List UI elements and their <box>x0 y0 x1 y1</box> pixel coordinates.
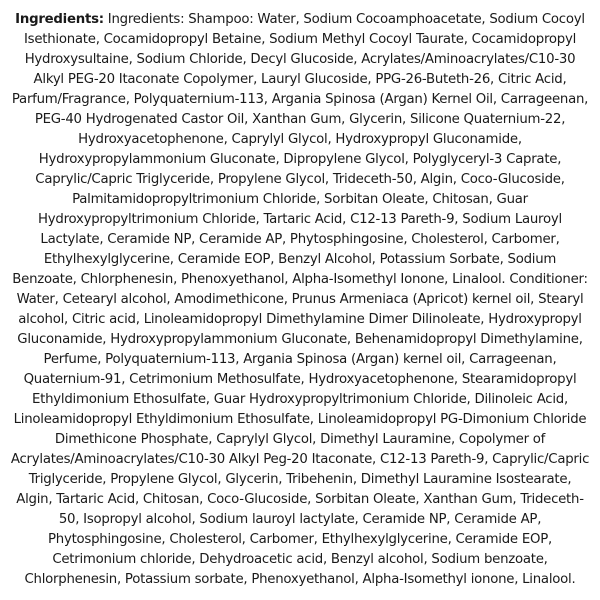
ingredients-list: Ingredients: Shampoo: Water, Sodium Cocoamphoacetate, Sodium Cocoyl Isethionate, Cocamidopropyl Betaine, Sodium Methyl Cocoyl Taurate, Cocamidopropyl Hydroxysultaine, Sodium Chloride, Decyl Glucoside, Acrylates/Aminoacrylates/C10-30 Alkyl PEG-20 Itaconate Copolymer, Lauryl Glucoside, PPG-26-Buteth-26, Citric Acid, Parfum/Fragrance, Polyquaternium-113, Argania Spinosa (Argan) Kernel Oil, Carrageenan, PEG-40 Hydrogenated Castor Oil, Xanthan Gum, Glycerin, Silicone Quaternium-22, Hydroxyacetophenone, Caprylyl Glycol, Hydroxypropyl Gluconamide, Hydroxypropylammonium Gluconate, Dipropylene Glycol, Polyglyceryl-3 Caprate, Caprylic/Capric Triglyceride, Propylene Glycol, Trideceth-50, Algin, Coco-Glucoside, Palmitamidopropyltrimonium Chloride, Sorbitan Oleate, Chitosan, Guar Hydroxypropyltrimonium Chloride, Tartaric Acid, C12-13 Pareth-9, Sodium Lauroyl Lactylate, Ceramide NP, Ceramide AP, Phytosphingosine, Cholesterol, Carbomer, Ethylhexylglycerine, Ceramide EOP, Benzyl Alcohol, Potassium Sorbate, Sodium Benzoate, Chlorphenesin, Phenoxyethanol, Alpha-Isomethyl Ionone, Linalool. Conditioner: Water, Cetearyl alcohol, Amodimethicone, Prunus Armeniaca (Apricot) kernel oil, Stearyl alcohol, Citric acid, Linoleamidopropyl Dimethylamine Dimer Dilinoleate, Hydroxypropyl Gluconamide, Hydroxypropylammonium Gluconate, Behenamidopropyl Dimethylamine, Perfume, Polyquaternium-113, Argania Spinosa (Argan) kernel oil, Carrageenan, Quaternium-91, Cetrimonium Methosulfate, Hydroxyacetophenone, Stearamidopropyl Ethyldimonium Ethosulfate, Guar Hydroxypropyltrimonium Chloride, Dilinoleic Acid, Linoleamidopropyl Ethyldimonium Ethosulfate, Linoleamidopropyl PG-Dimonium Chloride Dimethicone Phosphate, Caprylyl Glycol, Dimethyl Lauramine, Copolymer of Acrylates/Aminoacrylates/C10-30 Alkyl Peg-20 Itaconate, C12-13 Pareth-9, Caprylic/Capric Triglyceride, Propylene Glycol, Glycerin, Tribehenin, Dimethyl Lauramine Isostearate, Algin, Tartaric Acid, Chitosan, Coco-Glucoside, Sorbitan Oleate, Xanthan Gum, Trideceth-50, Isopropyl alcohol, Sodium lauroyl lactylate, Ceramide NP, Ceramide AP, Phytosphingosine, Cholesterol, Carbomer, Ethylhexylglycerine, Ceramide EOP, Cetrimonium chloride, Dehydroacetic acid, Benzyl alcohol, Sodium benzoate, Chlorphenesin, Potassium sorbate, Phenoxyethanol, Alpha-Isomethyl ionone, Linalool. <box>10 12 590 587</box>
ingredients-paragraph <box>10 10 590 590</box>
ingredients-heading: Ingredients: <box>15 12 104 27</box>
